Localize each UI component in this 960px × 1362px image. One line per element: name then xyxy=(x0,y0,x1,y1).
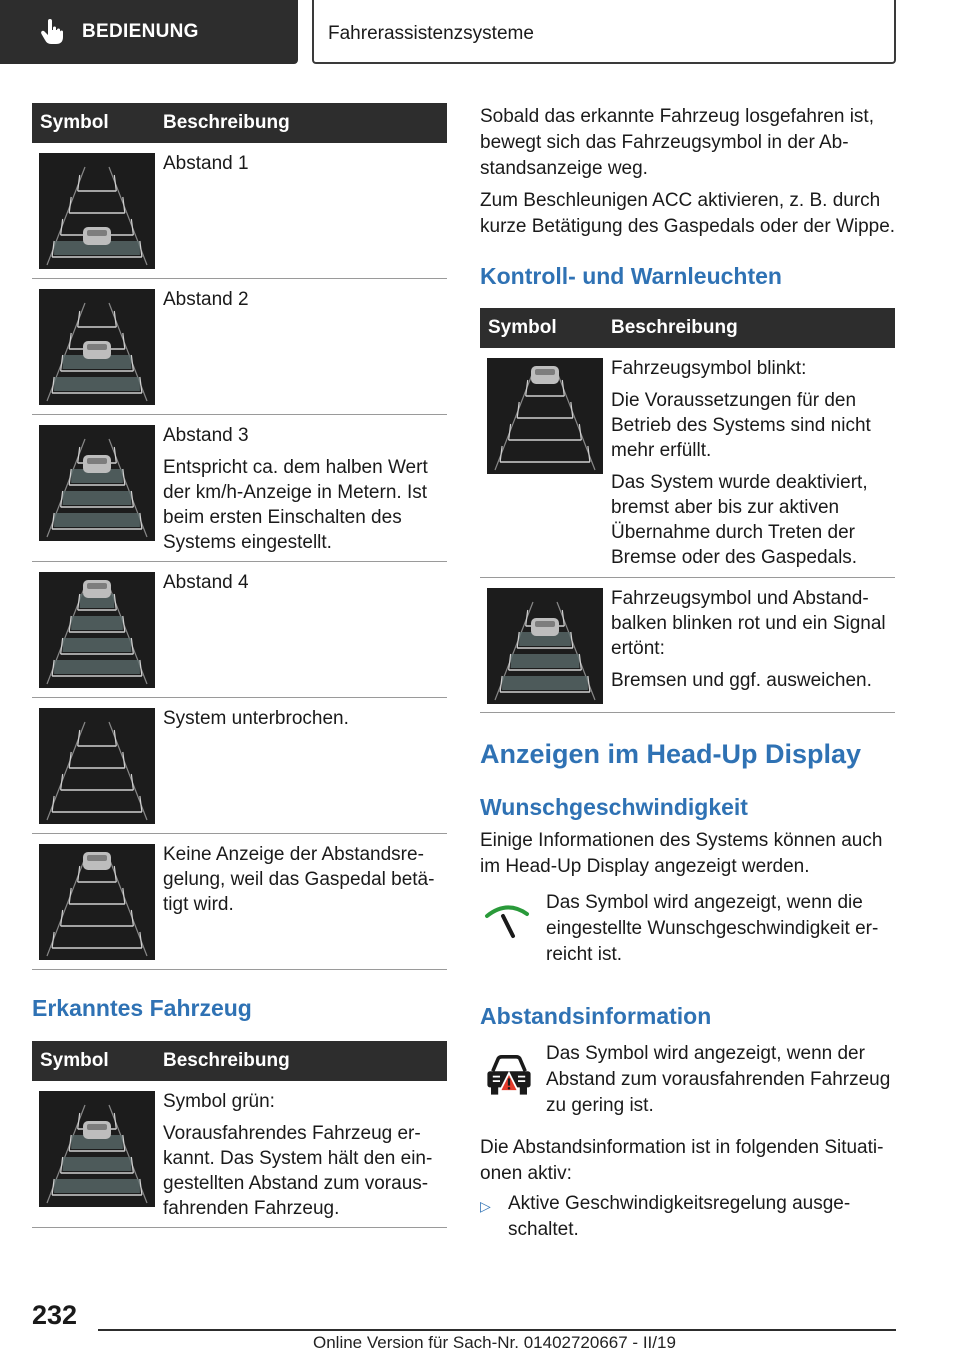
bullet-text: Aktive Geschwindigkeitsregelung ausgeschaltet. xyxy=(508,1193,851,1240)
chapter-box xyxy=(312,0,896,64)
heading-hud: Anzeigen im Head-Up Display xyxy=(480,739,862,769)
table-header xyxy=(480,308,895,348)
table-row xyxy=(32,143,447,279)
chapter-title: Fahrerassistenzsysteme xyxy=(328,23,534,44)
col-description: Beschreibung xyxy=(163,1050,290,1071)
table-row xyxy=(32,279,447,415)
paragraph: Zum Beschleunigen ACC aktivieren, z. B. durch kurze Betätigung des Gaspedals oder der Wippe. xyxy=(480,190,896,237)
heading-detected-vehicle: Erkanntes Fahrzeug xyxy=(32,995,252,1021)
col-symbol: Symbol xyxy=(40,112,109,133)
no-distance-control-icon xyxy=(39,844,155,960)
heading-warning-lights: Kontroll- und Warnleuchten xyxy=(480,263,782,289)
detected-vehicle-table xyxy=(32,1041,447,1228)
distance-table xyxy=(32,103,447,970)
row-desc: Fahrzeugsymbol blinkt: xyxy=(611,358,807,379)
vehicle-detected-icon xyxy=(39,1091,155,1207)
list-item xyxy=(480,1191,898,1243)
row-desc: Bremsen und ggf. ausweichen. xyxy=(611,670,872,691)
hud-intro: Einige Informationen des Systems können auch im Head-Up Display angezeigt werden. xyxy=(480,830,883,877)
heading-distance-info: Abstandsinformation xyxy=(480,1003,712,1029)
table-row xyxy=(32,415,447,562)
row-desc: Abstand 3 xyxy=(163,425,249,446)
distance-2-icon xyxy=(39,289,155,405)
interrupted-icon xyxy=(39,708,155,824)
row-desc: Entspricht ca. dem halben Wert der km/h-Anzeige in Metern. Ist beim ersten Einschalten des Systems eingestellt. xyxy=(163,457,428,553)
row-desc: Symbol grün: xyxy=(163,1091,275,1112)
distance-warning-icon xyxy=(482,1046,536,1100)
row-desc: Vorausfahrendes Fahrzeug erkannt. Das System hält den eingestellten Abstand zum vorausfahrenden Fahrzeug. xyxy=(163,1123,433,1219)
table-row xyxy=(32,1081,447,1228)
distance-3-icon xyxy=(39,425,155,541)
row-desc: Die Voraussetzungen für den Betrieb des Systems sind nicht mehr erfüllt. xyxy=(611,390,871,461)
collision-warning-icon xyxy=(487,588,603,704)
vehicle-blinking-icon xyxy=(487,358,603,474)
distance-4-icon xyxy=(39,572,155,688)
table-row xyxy=(480,348,895,578)
row-desc: Fahrzeugsymbol und Abstandbalken blinken rot und ein Signal ertönt: xyxy=(611,588,886,659)
table-row xyxy=(32,834,447,970)
triangle-bullet-icon: ▷ xyxy=(480,1198,491,1214)
warning-lights-table xyxy=(480,308,895,713)
row-desc: Das System wurde deaktiviert, bremst aber bis zur aktiven Übernahme durch Treten der Bremse oder des Gaspedals. xyxy=(611,472,868,568)
table-header xyxy=(32,1041,447,1081)
distance-1-icon xyxy=(39,153,155,269)
distance-info-text: Das Symbol wird angezeigt, wenn der Abstand zum vorausfahrenden Fahrzeug zu gering ist. xyxy=(546,1043,891,1116)
page-number: 232 xyxy=(32,1300,78,1330)
situations-text: Die Abstandsinformation ist in folgenden Situationen aktiv: xyxy=(480,1137,884,1184)
section-tab xyxy=(0,0,298,64)
col-symbol: Symbol xyxy=(40,1050,109,1071)
table-row xyxy=(32,562,447,698)
desired-speed-text: Das Symbol wird angezeigt, wenn die eingestellte Wunschgeschwindigkeit erreicht ist. xyxy=(546,892,879,965)
row-desc: Keine Anzeige der Abstandsregelung, weil das Gaspedal betätigt wird. xyxy=(163,844,435,915)
col-description: Beschreibung xyxy=(163,112,290,133)
table-row xyxy=(480,578,895,713)
col-description: Beschreibung xyxy=(611,317,738,338)
row-desc: Abstand 4 xyxy=(163,572,249,593)
col-symbol: Symbol xyxy=(488,317,557,338)
hand-pointer-icon xyxy=(40,19,64,45)
row-desc: Abstand 2 xyxy=(163,289,249,310)
row-desc: System unterbrochen. xyxy=(163,708,349,729)
table-row xyxy=(32,698,447,834)
footer-version: Online Version für Sach-Nr. 01402720667 - II/19 xyxy=(313,1333,676,1352)
paragraph: Sobald das erkannte Fahrzeug losgefahren ist, bewegt sich das Fahrzeugsymbol in der Abstandsanzeige weg. xyxy=(480,106,874,179)
table-header xyxy=(32,103,447,143)
section-label: BEDIENUNG xyxy=(82,21,199,42)
intro-text xyxy=(480,104,898,246)
heading-desired-speed: Wunschgeschwindigkeit xyxy=(480,794,748,820)
footer-rule xyxy=(98,1329,896,1331)
desired-speed-icon xyxy=(480,894,536,944)
row-desc: Abstand 1 xyxy=(163,153,249,174)
